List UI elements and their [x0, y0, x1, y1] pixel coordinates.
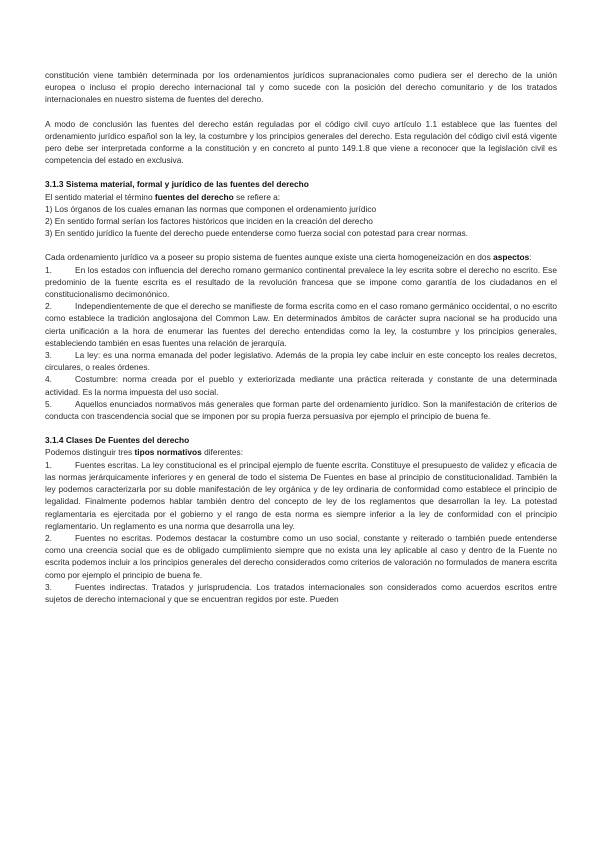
- item-text: En los estados con influencia del derecho romano germanico continental prevalece la ley escrita sobre el derecho no escrito. Ese predominio de la fuente escrita es el resultado de la revolución francesa que se impone como garantía de los ciudadanos en el constitucionalismo decimonónico.: [45, 264, 557, 300]
- intro-bold-term: tipos normativos: [134, 447, 202, 458]
- item-number: 1.: [45, 264, 52, 275]
- numbered-item: [45, 264, 557, 301]
- item-text: Independientemente de que el derecho se manifieste de forma escrita como en el caso romano germánico occidental, o no escrito como establece la tradición anglosajona del Common Law. En determinados ámbitos de carácter supra nacional se ha producido una cierta unificación a la hora de enumerar las fuentes del derecho entendidas como la ley, la costumbre y los principios generales, estableciendo también en esas fuentes una relación de jerarquía.: [45, 301, 557, 348]
- intro-text: El sentido material el término: [45, 191, 155, 202]
- numbered-item: [45, 373, 557, 397]
- numbered-item: [45, 349, 557, 373]
- aspectos-intro: [45, 251, 557, 263]
- list-item: 3) En sentido jurídico la fuente del derecho puede entenderse como fuerza social con potestad para crear normas.: [45, 228, 469, 239]
- section-heading-3-1-4: 3.1.4 Clases De Fuentes del derecho: [45, 435, 190, 446]
- item-number: 1.: [45, 459, 52, 470]
- section-intro: [45, 446, 557, 458]
- intro-text: Podemos distinguir tres: [45, 447, 135, 458]
- numbered-item: [45, 459, 557, 532]
- paragraph-constitucion: constitución viene también determinada por los ordenamientos jurídicos supranacionales como pudiera ser el derecho de la unión europea o incluso el propio derecho internacional tal y como sucede con la posición del derecho comunitario y de los tratados internacionales en nuestro sistema de fuentes del derecho.: [45, 70, 557, 105]
- list-item: 1) Los órganos de los cuales emanan las normas que componen el ordenamiento jurídico: [45, 203, 377, 214]
- item-number: 2.: [45, 301, 52, 312]
- item-text: Fuentes no escritas. Podemos destacar la costumbre como un uso social, constante y reiterado o también puede entenderse como una creencia social que es de obligado cumplimiento siempre que no exista una ley aplicable al caso y dentro de la Fuente no escrita podemos incluir a los principios generales del derecho considerados como criterios de valoración no formulados de manera escrita como por ejemplo el principio de buena fe.: [45, 532, 557, 580]
- item-number: 4.: [45, 374, 52, 385]
- paragraph-conclusion: A modo de conclusión las fuentes del derecho están reguladas por el código civil cuyo artículo 1.1 establece que las fuentes del ordenamiento jurídico español son la ley, la costumbre y los principios generales del derecho. Esta regulación del código civil está vigente pero debe ser interpretada conforme a la constitución y en concreto al punto 149.1.8 que viene a reconocer que la legislación civil es competencia del estado en exclusiva.: [45, 118, 557, 166]
- section-heading-3-1-3: 3.1.3 Sistema material, formal y jurídico de las fuentes del derecho: [45, 179, 309, 190]
- section-3-1-3: [45, 178, 557, 239]
- item-text: Costumbre: norma creada por el pueblo y exteriorizada mediante una práctica reiterada y constante de una determinada actividad. Es la norma impuesta del uso social.: [45, 374, 557, 397]
- intro-text-end: :: [529, 252, 532, 263]
- section-intro: [45, 191, 557, 203]
- intro-bold-term: fuentes del derecho: [154, 191, 234, 202]
- item-number: 2.: [45, 532, 52, 543]
- item-text: La ley: es una norma emanada del poder legislativo. Además de la propia ley cabe incluir en este concepto los reales decretos, circulares, o reales órdenes.: [45, 350, 557, 373]
- intro-text-end: diferentes:: [201, 447, 244, 458]
- intro-text-end: se refiere a:: [233, 191, 281, 202]
- intro-text: Cada ordenamiento jurídico va a poseer su propio sistema de fuentes aunque existe una cierta homogeneización en dos: [45, 252, 494, 263]
- section-3-1-4: [45, 434, 557, 605]
- item-text: Fuentes escritas. La ley constitucional es el principal ejemplo de fuente escrita. Constituye el presupuesto de validez y eficacia de las normas jerárquicamente inferiores y en general de todo el sistema De Fuentes en base al principio de constitucionalidad. También la ley podemos caracterizarla por su doble manifestación de ley orgánica y de ley ordinaria de conformidad como establece el principio de legalidad. Finalmente podemos hablar también dentro del concepto de ley de los reglamentos que desarrollan la ley. La potestad reglamentaria es ejercitada por el gobierno y el rango de esta norma es siempre inferior a la ley de conformidad con el principio reglamentario. Un reglamento es una norma que desarrolla una ley.: [45, 459, 557, 531]
- aspectos-block: [45, 251, 557, 422]
- item-text: Fuentes indirectas. Tratados y jurisprudencia. Los tratados internacionales son considerados como acuerdos escritos entre sujetos de derecho internacional y que se encuentran regidos por este. Pueden: [45, 581, 557, 604]
- numbered-item: [45, 398, 557, 422]
- numbered-item: [45, 581, 557, 605]
- item-number: 3.: [45, 581, 52, 592]
- list-item: 2) En sentido formal serían los factores históricos que inciden en la creación del derecho: [45, 216, 373, 227]
- item-number: 3.: [45, 350, 52, 361]
- numbered-item: [45, 300, 557, 349]
- numbered-item: [45, 532, 557, 581]
- intro-bold-term: aspectos: [493, 252, 530, 263]
- item-text: Aquellos enunciados normativos más generales que forman parte del ordenamiento jurídico. Son la manifestación de criterios de conducta con trascendencia social que se imponen por su propia fuerza persuasiva por ejemplo el principio de buena fe.: [45, 398, 557, 422]
- item-number: 5.: [45, 398, 52, 409]
